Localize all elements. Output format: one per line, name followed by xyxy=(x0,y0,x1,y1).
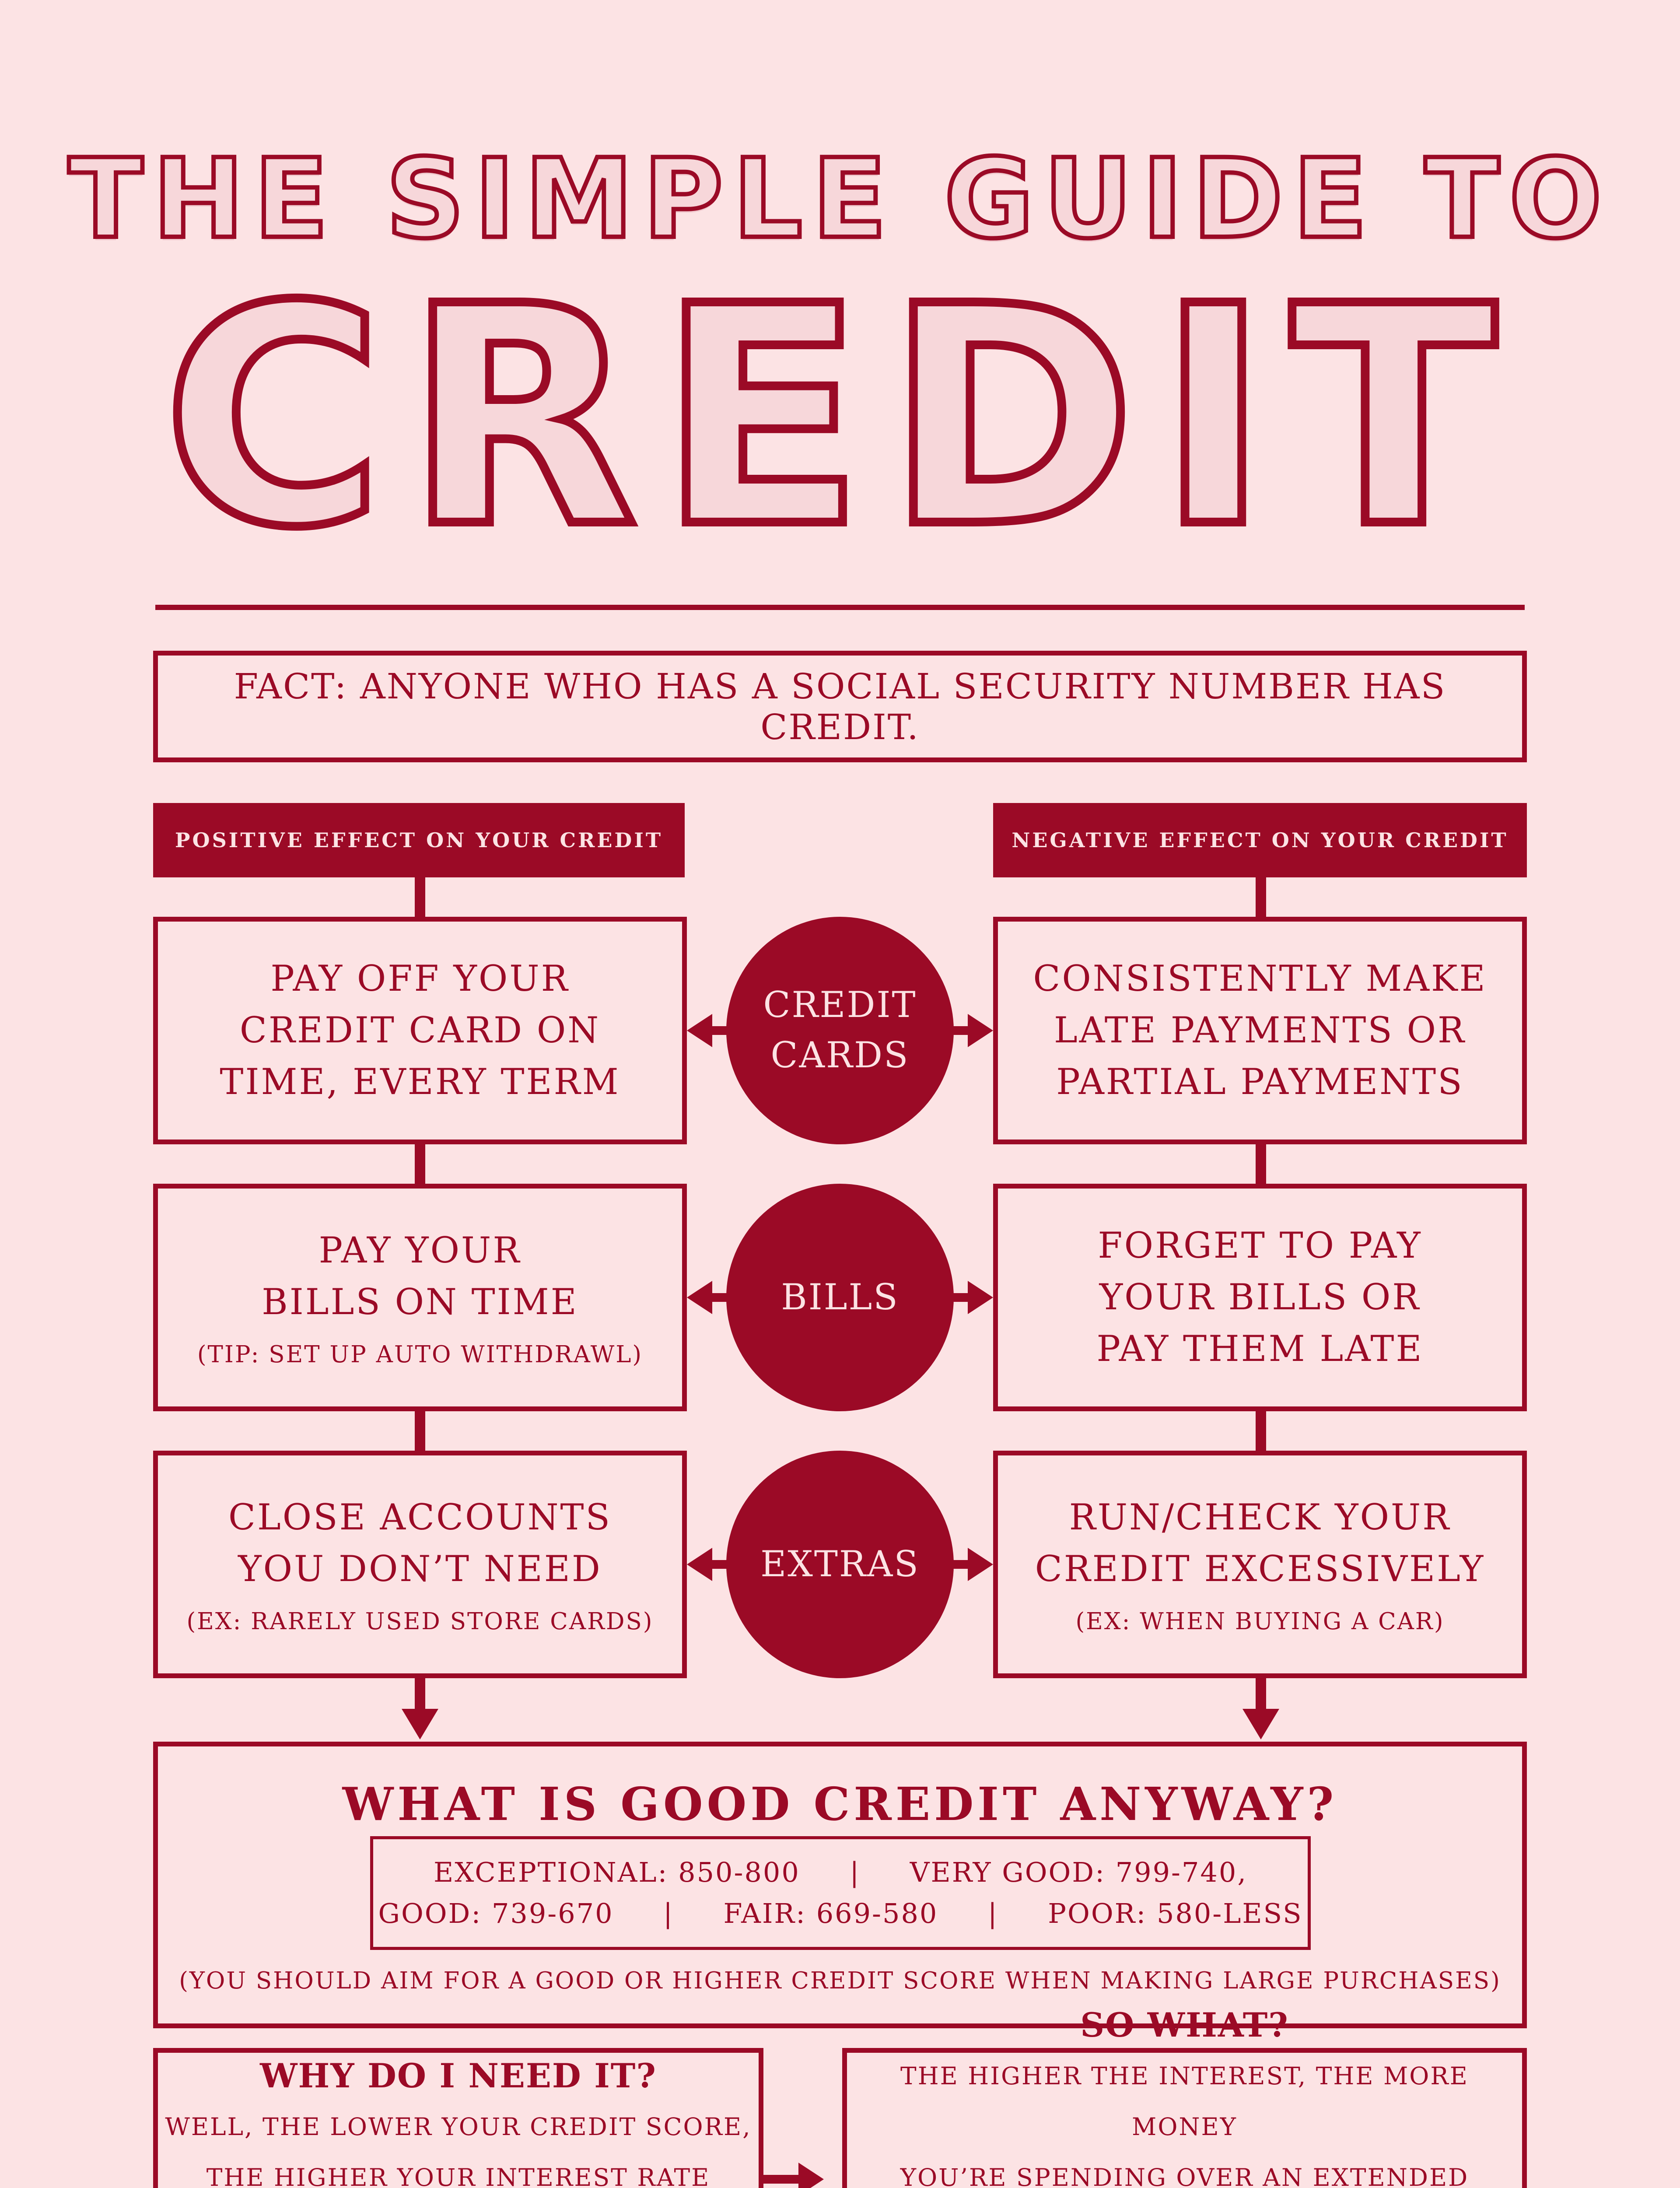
card-line: YOU DON’T NEED xyxy=(238,1549,602,1590)
connector-line xyxy=(1256,1409,1266,1453)
card-line: TIME, EVERY TERM xyxy=(220,1062,620,1103)
positive-label xyxy=(153,803,685,877)
negative-label xyxy=(993,803,1527,877)
category-extras xyxy=(726,1451,954,1678)
arrow-left-icon xyxy=(687,1281,712,1314)
text-line: WELL, THE LOWER YOUR CREDIT SCORE, xyxy=(165,2113,752,2141)
arrow-down-icon xyxy=(402,1709,438,1739)
card-line: PARTIAL PAYMENTS xyxy=(1056,1062,1464,1103)
title-line-1: THE SIMPLE GUIDE TO xyxy=(68,135,1612,263)
fact-box xyxy=(153,651,1527,762)
arrow-left-icon xyxy=(687,1014,712,1047)
connector-line xyxy=(1256,877,1266,919)
negative-card-bills xyxy=(993,1184,1527,1411)
card-tip: (TIP: SET UP AUTO WITHDRAWL) xyxy=(197,1341,643,1368)
card-line: CREDIT EXCESSIVELY xyxy=(1035,1549,1485,1590)
card-line: FORGET TO PAY xyxy=(1098,1225,1422,1266)
title-divider xyxy=(155,605,1525,610)
score-line: GOOD: 739-670 | FAIR: 669-580 | POOR: 580-LESS xyxy=(378,1897,1303,1929)
why-heading: WHY DO I NEED IT? xyxy=(260,2056,657,2095)
score-table xyxy=(370,1836,1311,1950)
so-what-text xyxy=(847,2051,1522,2188)
negative-label-text: NEGATIVE EFFECT ON YOUR CREDIT xyxy=(1012,828,1508,852)
card-line: YOUR BILLS OR xyxy=(1099,1277,1421,1318)
good-credit-box xyxy=(153,1742,1527,2028)
card-line: CONSISTENTLY MAKE xyxy=(1033,958,1487,999)
card-line: CLOSE ACCOUNTS xyxy=(228,1497,612,1538)
text-line: YOU’RE SPENDING OVER AN EXTENDED xyxy=(900,2163,1469,2188)
category-label: CARDS xyxy=(770,1035,910,1076)
positive-label-text: POSITIVE EFFECT ON YOUR CREDIT xyxy=(175,828,663,852)
arrow-right-icon xyxy=(798,2163,824,2188)
arrow-down-icon xyxy=(1242,1709,1279,1739)
card-tip: (EX: WHEN BUYING A CAR) xyxy=(1075,1608,1445,1635)
text-line: THE HIGHER YOUR INTEREST RATE xyxy=(206,2163,710,2188)
positive-card-credit-cards xyxy=(153,917,687,1144)
card-line: CREDIT CARD ON xyxy=(239,1010,601,1051)
so-what-heading: SO WHAT? xyxy=(1080,2006,1289,2044)
positive-card-bills xyxy=(153,1184,687,1411)
card-line: PAY YOUR xyxy=(318,1230,522,1271)
category-bills xyxy=(726,1184,954,1411)
card-line: PAY OFF YOUR xyxy=(270,958,570,999)
title-credit: CREDIT xyxy=(162,242,1518,593)
score-line: EXCEPTIONAL: 850-800 | VERY GOOD: 799-740, xyxy=(433,1856,1248,1888)
text-line: THE HIGHER THE INTEREST, THE MORE MONEY xyxy=(900,2062,1469,2141)
good-credit-title: WHAT IS GOOD CREDIT ANYWAY? xyxy=(342,1777,1338,1831)
connector-line xyxy=(415,1409,425,1453)
positive-card-extras xyxy=(153,1451,687,1678)
why-text xyxy=(158,2101,759,2188)
card-line: BILLS ON TIME xyxy=(262,1282,578,1323)
category-label: CREDIT xyxy=(763,985,917,1026)
fact-text: FACT: ANYONE WHO HAS A SOCIAL SECURITY NUMBER HAS CREDIT. xyxy=(234,666,1446,747)
category-label: EXTRAS xyxy=(760,1543,920,1585)
connector-bar xyxy=(763,2175,803,2184)
so-what-box xyxy=(842,2006,1527,2188)
arrow-right-icon xyxy=(968,1548,993,1581)
category-credit-cards xyxy=(726,917,954,1144)
connector-line xyxy=(415,877,425,919)
connector-line xyxy=(415,1142,425,1186)
good-credit-note: (YOU SHOULD AIM FOR A GOOD OR HIGHER CREDIT SCORE WHEN MAKING LARGE PURCHASES) xyxy=(179,1967,1501,1994)
card-line: PAY THEM LATE xyxy=(1096,1329,1424,1370)
arrow-right-icon xyxy=(968,1281,993,1314)
category-label: BILLS xyxy=(781,1276,899,1318)
why-box xyxy=(153,2048,763,2188)
card-line: LATE PAYMENTS OR xyxy=(1054,1010,1466,1051)
card-line: RUN/CHECK YOUR xyxy=(1069,1497,1451,1538)
card-tip: (EX: RARELY USED STORE CARDS) xyxy=(186,1608,654,1635)
connector-line xyxy=(1256,1142,1266,1186)
arrow-right-icon xyxy=(968,1014,993,1047)
negative-card-extras xyxy=(993,1451,1527,1678)
arrow-left-icon xyxy=(687,1548,712,1581)
negative-card-credit-cards xyxy=(993,917,1527,1144)
